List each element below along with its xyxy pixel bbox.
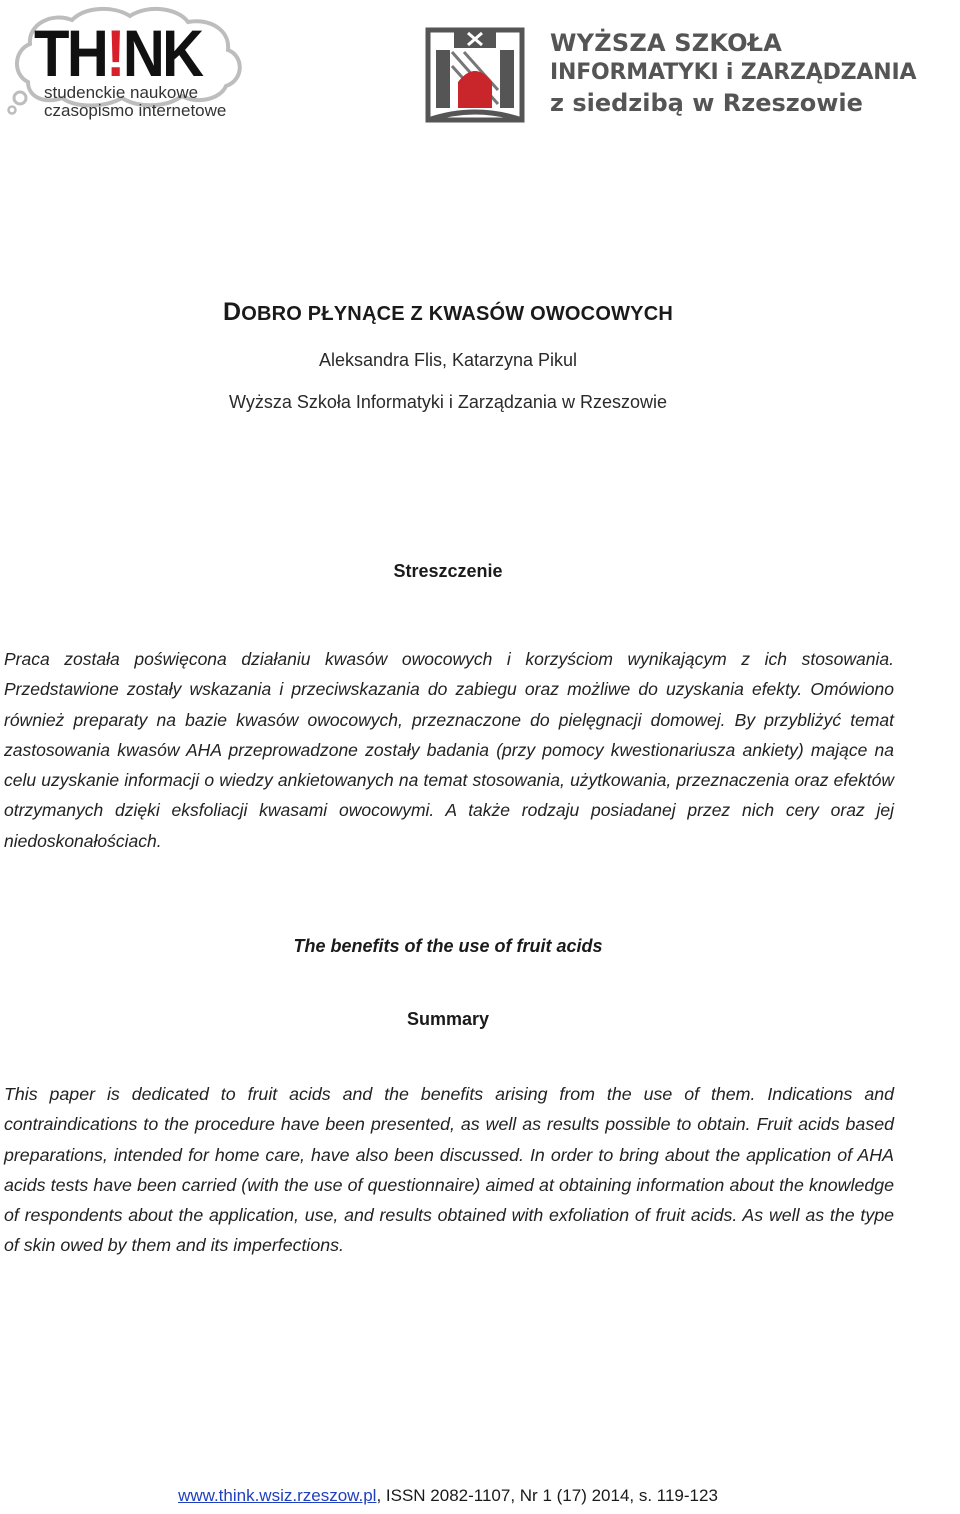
abstract-pl-text: Praca została poświęcona działaniu kwasów owocowych i korzyściom wynikającym z ich stosowania. Przedstawione zostały wskazania i przeciwskazania do zabiegu oraz możliwe do uzyskania efekty. Omówiono również preparaty na bazie kwasów owocowych, przeznaczone do pielęgnacji domowej. By przybliżyć temat zastosowania kwasów AHA przeprowadzone zostały badania (przy pomocy kwestionariusza ankiety) mające na celu uzyskanie informacji o wiedzy ankietowanych na temat stosowania, użytkowania, przeznaczenia oraz efektów otrzymanych dzięki eksfoliacji kwasami owocowymi. A także rodzaju posiadanej przez nich cery oraz jej niedoskonałościach.	[4, 649, 894, 851]
crest-pillar-right	[500, 50, 514, 108]
abstract-en-text: This paper is dedicated to fruit acids and the benefits arising from the use of them. Indications and contraindications to the procedure have been presented, as well as results possible to obtain. Fruit acids based preparations, intended for home care, have also been discussed. In order to bring about the application of AHA acids tests have been carried (with the use of questionnaire) aimed at obtaining information about the knowledge of respondents about the application, use, and results obtained with exfoliation of fruit acids. As well as the type of skin owed by them and its imperfections.	[4, 1084, 894, 1256]
think-word-th: TH	[34, 16, 107, 90]
wsiz-crest-icon	[424, 24, 526, 126]
school-name-line-3: z siedzibą w Rzeszowie	[550, 89, 863, 117]
think-bubble-1	[14, 92, 26, 104]
school-name	[550, 28, 960, 118]
think-tagline-2: czasopismo internetowe	[44, 101, 227, 120]
wsiz-logo	[424, 20, 960, 130]
page-footer	[0, 1486, 896, 1506]
school-name-line-1: WYŻSZA SZKOŁA	[550, 29, 783, 57]
abstract-pl-heading: Streszczenie	[393, 561, 503, 581]
paper-affiliation: Wyższa Szkoła Informatyki i Zarządzania w Rzeszowie	[229, 392, 667, 412]
crest-pillar-left	[436, 50, 450, 108]
english-title: The benefits of the use of fruit acids	[293, 936, 603, 956]
crest-red-arch	[458, 71, 492, 108]
school-name-line-2: INFORMATYKI i ZARZĄDZANIA	[550, 60, 917, 85]
think-logo	[6, 4, 258, 122]
think-word-nk: NK	[122, 16, 202, 90]
think-tagline-1: studenckie naukowe	[44, 83, 199, 102]
paper-title-initial: D	[222, 298, 242, 326]
think-word	[34, 16, 202, 90]
abstract-en-heading: Summary	[406, 1009, 490, 1029]
think-word-bang: !	[106, 16, 123, 90]
footer-citation: , ISSN 2082-1107, Nr 1 (17) 2014, s. 119-123	[376, 1486, 718, 1505]
paper-title-rest: OBRO PŁYNĄCE Z KWASÓW OWOCOWYCH	[241, 303, 673, 325]
paper-authors: Aleksandra Flis, Katarzyna Pikul	[318, 350, 578, 370]
journal-website-link[interactable]: www.think.wsiz.rzeszow.pl	[178, 1486, 377, 1505]
paper-title	[0, 298, 896, 327]
think-bubble-2	[9, 107, 16, 114]
